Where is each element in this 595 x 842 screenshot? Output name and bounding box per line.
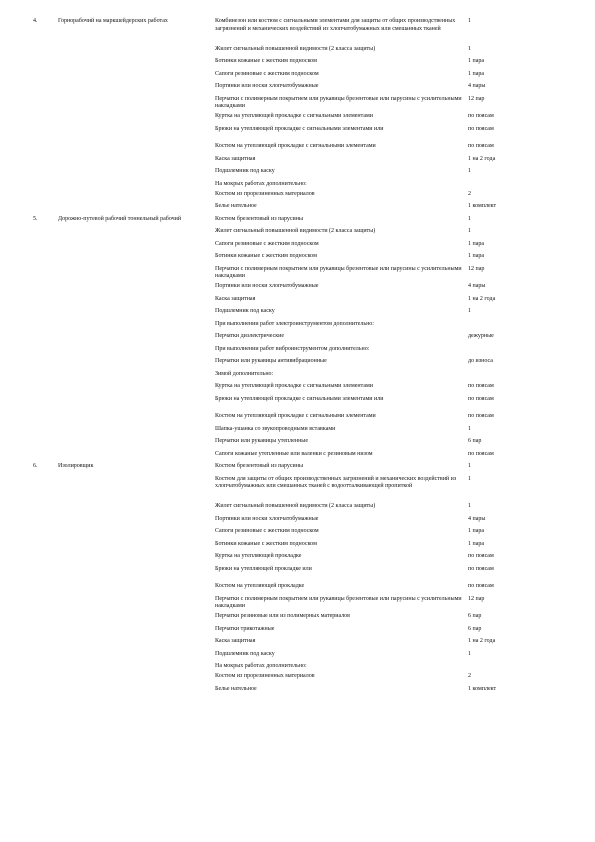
ppe-item — [215, 413, 573, 426]
ppe-item — [215, 253, 573, 266]
row-number: 5. — [33, 215, 38, 222]
ppe-item-quantity: по поясам — [468, 113, 494, 119]
ppe-item-name: Куртка на утепляющей прокладке с сигнальными элементами — [215, 383, 374, 389]
ppe-item-quantity: 1 — [468, 18, 471, 24]
ppe-item — [215, 156, 573, 169]
ppe-item-quantity: 1 пара — [468, 253, 485, 259]
ppe-item — [215, 346, 573, 359]
ppe-item — [215, 228, 573, 241]
ppe-item — [215, 143, 573, 156]
row-number: 4. — [33, 18, 38, 24]
ppe-item — [215, 18, 573, 46]
ppe-item-name: Сапоги резиновые с жестким подноском — [215, 70, 319, 77]
ppe-item — [215, 96, 573, 114]
ppe-item-quantity: 1 комплект — [468, 685, 497, 692]
ppe-item — [215, 58, 573, 71]
ppe-item-name: Перчатки с полимерным покрытием или рукавицы брезентовые или парусины с усилительными накладками — [215, 95, 462, 110]
table-row — [33, 463, 573, 698]
ppe-item-quantity: по поясам — [468, 383, 494, 389]
table-row — [33, 18, 573, 216]
ppe-item-quantity: 1 — [468, 463, 471, 469]
ppe-item-quantity: 2 — [468, 673, 471, 679]
ppe-item-name: Жилет сигнальный повышенной видимости (2 класса защиты) — [215, 503, 376, 509]
ppe-item-quantity: по поясам — [468, 125, 494, 132]
ppe-item-quantity: 6 пар — [468, 613, 482, 619]
ppe-item — [215, 638, 573, 651]
ppe-item-quantity: 1 — [468, 503, 471, 509]
row-number: 6. — [33, 463, 38, 469]
ppe-item-name: Жилет сигнальный повышенной видимости (2 класса защиты) — [215, 228, 376, 234]
profession-name: Горнорабочий на маркшейдерских работах — [58, 18, 168, 24]
ppe-item — [215, 673, 573, 686]
ppe-item-name: Подшлемник под каску — [215, 168, 275, 174]
ppe-item — [215, 358, 573, 371]
ppe-item-name: Перчатки трикотажные — [215, 625, 275, 632]
ppe-item-name: Шапка-ушанка со звукопроводными вставками — [215, 425, 336, 432]
ppe-item-name: Белье нательное — [215, 685, 257, 692]
ppe-item — [215, 383, 573, 396]
ppe-norms-table — [33, 18, 573, 698]
ppe-item — [215, 216, 573, 229]
ppe-item — [215, 241, 573, 254]
ppe-item-quantity: 4 пары — [468, 283, 486, 289]
ppe-item — [215, 71, 573, 84]
ppe-item-name: Каска защитная — [215, 155, 256, 162]
ppe-item-quantity: 6 пар — [468, 438, 482, 444]
ppe-item-name: Портянки или носки хлопчатобумажные — [215, 283, 319, 289]
ppe-item — [215, 541, 573, 554]
ppe-item-quantity: 6 пар — [468, 625, 482, 632]
ppe-item — [215, 438, 573, 451]
ppe-item-name: Костюм из прорезиненных материалов — [215, 190, 315, 197]
ppe-item-name: Сапоги резиновые с жестким подноском — [215, 240, 319, 247]
ppe-item-quantity: 1 комплект — [468, 203, 497, 209]
ppe-item-name: Куртка на утепляющей прокладке — [215, 553, 302, 559]
ppe-item — [215, 686, 573, 699]
ppe-item-quantity: 1 — [468, 650, 471, 657]
ppe-item-quantity: 1 — [468, 168, 471, 174]
ppe-item — [215, 426, 573, 439]
ppe-item — [215, 191, 573, 204]
profession-name: Дорожно-путевой рабочий тоннельный рабочий — [58, 215, 182, 222]
ppe-item — [215, 596, 573, 614]
ppe-item-quantity: 12 пар — [468, 595, 485, 602]
ppe-item-quantity: по поясам — [468, 553, 494, 559]
ppe-item-quantity: 1 пара — [468, 528, 485, 534]
ppe-item-quantity: по поясам — [468, 395, 494, 402]
ppe-item — [215, 583, 573, 596]
ppe-item-name: Портянки или носки хлопчатобумажные — [215, 515, 319, 522]
ppe-item — [215, 283, 573, 296]
ppe-item-name: Перчатки или рукавицы антивибрационные — [215, 358, 327, 364]
ppe-item-name: Перчатки с полимерным покрытием или рукавицы брезентовые или парусины с усилительными накладками — [215, 595, 462, 610]
ppe-item-quantity: по поясам — [468, 450, 494, 457]
ppe-item-name: Перчатки диэлектрические — [215, 333, 285, 339]
ppe-item-quantity: 12 пар — [468, 265, 485, 272]
ppe-item-name: Ботинки кожаные с жестким подноском — [215, 253, 317, 259]
ppe-item — [215, 516, 573, 529]
ppe-item — [215, 333, 573, 346]
ppe-item-name: Брюки на утепляющей прокладке с сигнальными элементами или — [215, 395, 384, 402]
ppe-item-name: Зимой дополнительно: — [215, 370, 274, 377]
ppe-item-name: Костюм на утепляющей прокладке с сигнальными элементами — [215, 413, 376, 419]
ppe-item-quantity — [468, 346, 528, 359]
ppe-item-name: Куртка на утепляющей прокладке с сигнальными элементами — [215, 113, 374, 119]
ppe-item — [215, 168, 573, 181]
ppe-item-name: Перчатки резиновые или из полимерных материалов — [215, 613, 351, 619]
ppe-item — [215, 181, 573, 191]
ppe-item-quantity: дежурные — [468, 333, 494, 339]
ppe-item — [215, 566, 573, 584]
ppe-item — [215, 83, 573, 96]
ppe-item — [215, 553, 573, 566]
ppe-item — [215, 528, 573, 541]
ppe-item — [215, 126, 573, 144]
ppe-item — [215, 296, 573, 309]
ppe-item-name: Брюки на утепляющей прокладке с сигнальными элементами или — [215, 125, 384, 132]
ppe-item-name: Подшлемник под каску — [215, 308, 275, 314]
ppe-item-quantity — [468, 321, 528, 334]
ppe-item-quantity: 1 на 2 года — [468, 155, 496, 162]
ppe-item-name: Костюм для защиты от общих производственных загрязнений и механических воздействий из хлопчатобумажных или смешанных тканей с водоотталкивающей пропиткой — [215, 475, 457, 490]
ppe-item — [215, 321, 573, 334]
ppe-item-name: Каска защитная — [215, 638, 256, 644]
ppe-item-name: Каска защитная — [215, 295, 256, 302]
table-row — [33, 216, 573, 464]
ppe-item — [215, 503, 573, 516]
ppe-item-name: На мокрых работах дополнительно: — [215, 180, 307, 187]
ppe-item-quantity: 1 — [468, 228, 471, 234]
ppe-item-quantity: 4 пары — [468, 83, 486, 89]
ppe-item — [215, 113, 573, 126]
ppe-item-quantity: 1 на 2 года — [468, 638, 496, 644]
ppe-item-name: При выполнении работ электроинструментом дополнительно: — [215, 320, 374, 327]
ppe-item-name: Костюм брезентовый из парусины — [215, 215, 303, 222]
ppe-item-name: Комбинезон или костюм с сигнальными элементами для защиты от общих производственных загрязнений и механических воздействий из хлопчатобумажных или смешанных тканей — [215, 18, 456, 32]
ppe-item-quantity: по поясам — [468, 583, 494, 589]
ppe-item-quantity: до износа — [468, 358, 493, 364]
ppe-item-name: Ботинки кожаные с жестким подноском — [215, 540, 317, 547]
ppe-item-name: На мокрых работах дополнительно: — [215, 663, 307, 669]
ppe-item-quantity: 1 пара — [468, 58, 485, 64]
ppe-item — [215, 476, 573, 504]
ppe-item — [215, 626, 573, 639]
ppe-item-quantity: 1 — [468, 45, 471, 52]
ppe-item-name: Перчатки с полимерным покрытием или рукавицы брезентовые или парусины с усилительными накладками — [215, 265, 462, 280]
ppe-item-quantity: 1 — [468, 475, 471, 482]
ppe-item-name: Костюм из прорезиненных материалов — [215, 673, 315, 679]
ppe-item-name: Подшлемник под каску — [215, 650, 275, 657]
ppe-item-quantity: 1 пара — [468, 240, 485, 247]
ppe-item-name: Ботинки кожаные с жестким подноском — [215, 58, 317, 64]
ppe-item-name: Костюм брезентовый из парусины — [215, 463, 303, 469]
ppe-item-list — [215, 18, 573, 216]
ppe-item-name: Сапоги резиновые с жестким подноском — [215, 528, 319, 534]
ppe-item-quantity: по поясам — [468, 565, 494, 572]
ppe-item-list — [215, 216, 573, 464]
ppe-item-name: Портянки или носки хлопчатобумажные — [215, 83, 319, 89]
ppe-item-quantity: 1 пара — [468, 540, 485, 547]
ppe-item-quantity — [468, 181, 528, 191]
ppe-item-name: При выполнении работ виброинструментом дополнительно: — [215, 345, 370, 352]
ppe-item-quantity: 1 — [468, 425, 471, 432]
ppe-item — [215, 451, 573, 464]
ppe-item-quantity: по поясам — [468, 413, 494, 419]
ppe-item-list — [215, 463, 573, 698]
ppe-item-quantity: 1 пара — [468, 70, 485, 77]
ppe-item-quantity: 1 на 2 года — [468, 295, 496, 302]
ppe-item — [215, 396, 573, 414]
ppe-item-quantity — [468, 371, 528, 384]
ppe-item — [215, 663, 573, 673]
ppe-item — [215, 613, 573, 626]
ppe-item-name: Сапоги кожаные утепленные или валенки с резиновым низом — [215, 450, 373, 457]
ppe-item-name: Жилет сигнальный повышенной видимости (2 класса защиты) — [215, 45, 376, 52]
ppe-item-quantity — [468, 663, 528, 673]
ppe-item-quantity: по поясам — [468, 143, 494, 149]
ppe-item-quantity: 4 пары — [468, 515, 486, 522]
ppe-item-name: Перчатки или рукавицы утепленные — [215, 438, 308, 444]
ppe-item-name: Костюм на утепляющей прокладке — [215, 583, 305, 589]
ppe-item-name: Белье нательное — [215, 203, 257, 209]
ppe-item-name: Брюки на утепляющей прокладке или — [215, 565, 312, 572]
ppe-item — [215, 266, 573, 284]
ppe-item-quantity: 12 пар — [468, 95, 485, 102]
ppe-item — [215, 203, 573, 216]
ppe-item — [215, 308, 573, 321]
ppe-item — [215, 651, 573, 664]
ppe-item — [215, 371, 573, 384]
ppe-item-quantity: 1 — [468, 215, 471, 222]
ppe-item-quantity: 1 — [468, 308, 471, 314]
ppe-item-name: Костюм на утепляющей прокладке с сигнальными элементами — [215, 143, 376, 149]
ppe-item-quantity: 2 — [468, 190, 471, 197]
ppe-item — [215, 46, 573, 59]
ppe-item — [215, 463, 573, 476]
profession-name: Изолировщик — [58, 463, 94, 469]
